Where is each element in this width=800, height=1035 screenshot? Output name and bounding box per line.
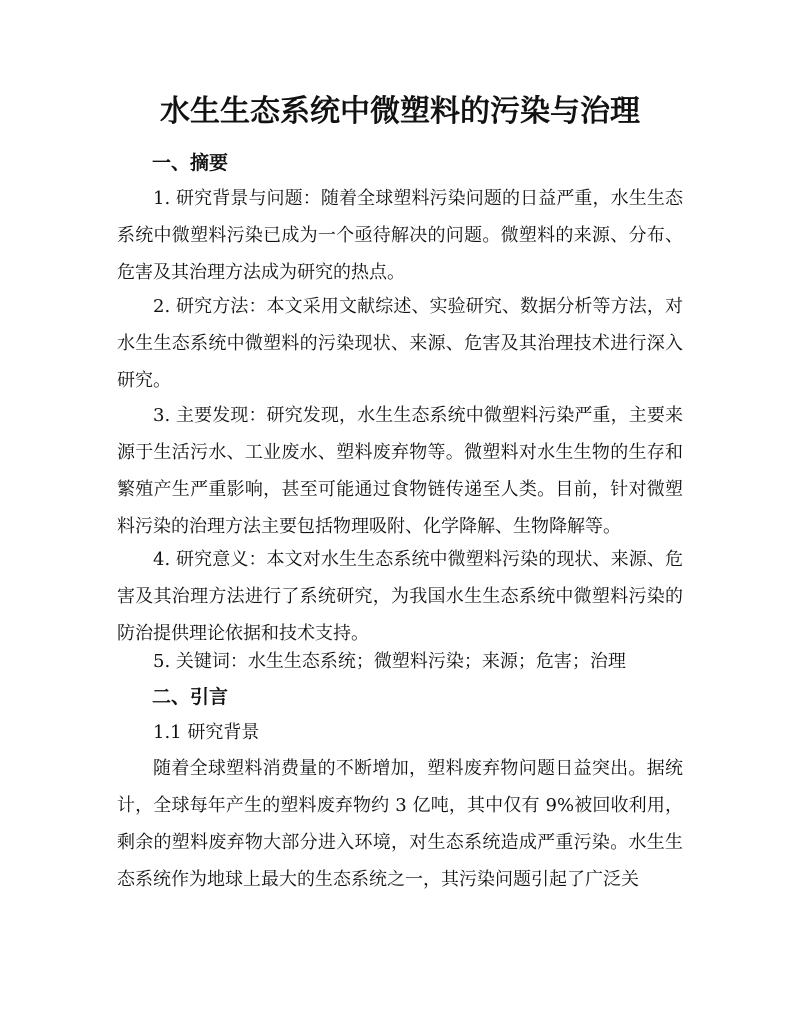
- abstract-paragraph-2: 2. 研究方法：本文采用文献综述、实验研究、数据分析等方法，对水生生态系统中微塑料的污染现状、来源、危害及其治理技术进行深入研究。: [117, 296, 683, 391]
- section-heading-abstract: 一、摘要: [152, 152, 229, 174]
- abstract-paragraph-3: 3. 主要发现：研究发现，水生生态系统中微塑料污染严重，主要来源于生活污水、工业废水、塑料废弃物等。微塑料对水生生物的生存和繁殖产生严重影响，甚至可能通过食物链传递至人类。目前，针对微塑料污染的治理方法主要包括物理吸附、化学降解、生物降解等。: [117, 405, 683, 537]
- abstract-paragraph-4: 4. 研究意义：本文对水生生态系统中微塑料污染的现状、来源、危害及其治理方法进行了系统研究，为我国水生生态系统中微塑料污染的防治提供理论依据和技术支持。: [117, 549, 683, 644]
- intro-paragraph-1: 随着全球塑料消费量的不断增加，塑料废弃物问题日益突出。据统计，全球每年产生的塑料废弃物约 3 亿吨，其中仅有 9%被回收利用，剩余的塑料废弃物大部分进入环境，对生态系统造成严重污染。水生生态系统作为地球上最大的生态系统之一，其污染问题引起了广泛关: [117, 758, 683, 890]
- document-title: 水生生态系统中微塑料的污染与治理: [160, 94, 640, 129]
- section-heading-intro: 二、引言: [152, 686, 229, 708]
- intro-subheading: 1.1 研究背景: [153, 722, 260, 743]
- abstract-keywords: 5. 关键词：水生生态系统；微塑料污染；来源；危害；治理: [153, 651, 626, 672]
- abstract-paragraph-1: 1. 研究背景与问题：随着全球塑料污染问题的日益严重，水生生态系统中微塑料污染已成为一个亟待解决的问题。微塑料的来源、分布、危害及其治理方法成为研究的热点。: [117, 188, 683, 283]
